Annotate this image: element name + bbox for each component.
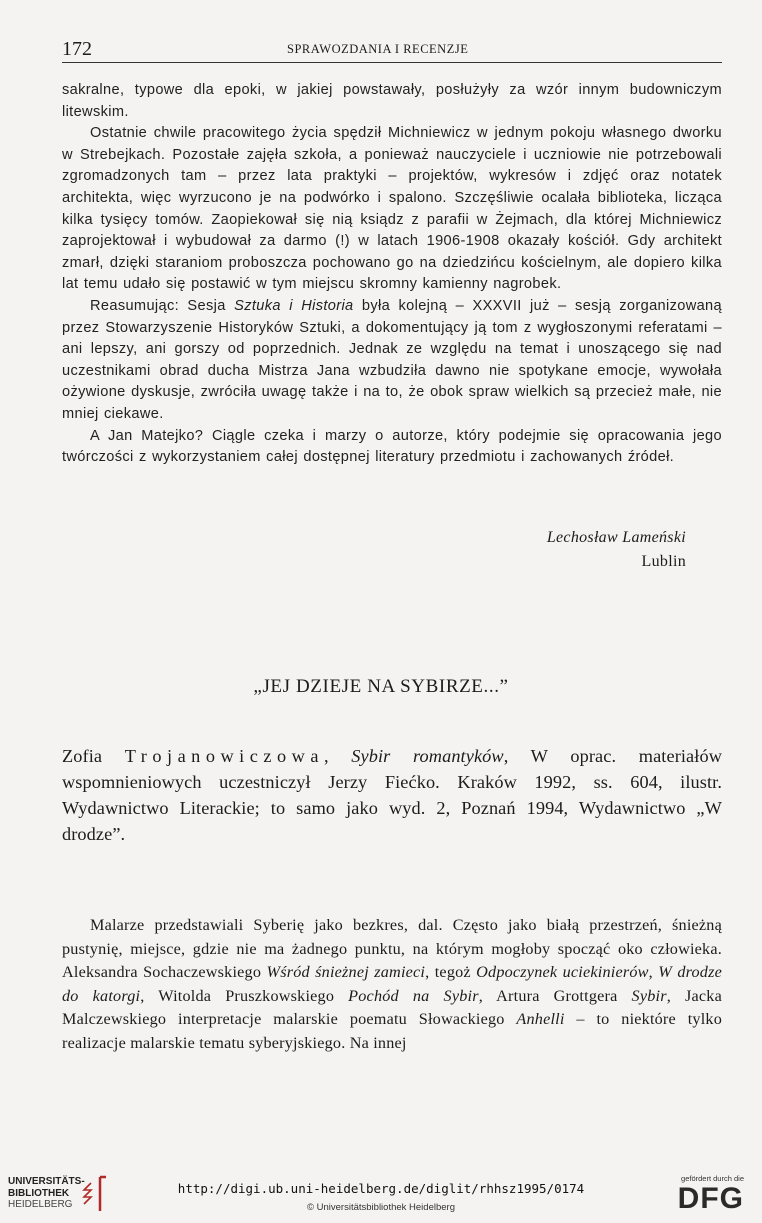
library-line: BIBLIOTHEK xyxy=(8,1187,70,1199)
paragraph xyxy=(62,296,722,426)
text-run: , Artura Grottgera xyxy=(478,986,632,1005)
dfg-logo: DFG xyxy=(677,1182,744,1215)
italic-title: Wśród śnieżnej zamieci xyxy=(266,963,426,981)
running-header xyxy=(62,36,722,63)
paragraph xyxy=(62,743,722,847)
text-run: , xyxy=(648,963,659,981)
copyright-notice: © Universitätsbibliothek Heidelberg xyxy=(307,1202,455,1213)
text-run: – to niektóre tylko realizacje malarskie tematu syberyjskiego. Na innej xyxy=(62,1010,722,1052)
author-place: Lublin xyxy=(641,553,686,570)
review-continuation xyxy=(62,80,722,469)
running-title: SPRAWOZDANIA I RECENZJE xyxy=(287,42,469,56)
italic-title: Pochód na Sybir xyxy=(348,986,479,1005)
paragraph: Ostatnie chwile pracowitego życia spędził Michniewicz w jednym pokoju własnego dworku w Strebejkach. Pozostałe zajęła szkoła, a ponieważ nauczyciele i uczniowie nie potrzebowali zgromadzonych tam – przez lata praktyki – projektów, wykresów i zdjęć oraz notatek architekta, więc wyrzucono je na podwórko i spalono. Szczęśliwie ocalała biblioteka, licząca kilka tysięcy tomów. Zaopiekował się nią ksiądz z parafii w Żejmach, dla której Michniewicz zaprojektował i wybudował za darmo (!) w latach 1906-1908 okazały kościół. Gdy architekt zmarł, dzięki staraniom proboszcza pochowano go na dziedzińcu kościelnym, ale dopiero kilka lat temu udało się postawić w tym miejscu skromny kamienny nagrobek. xyxy=(62,125,722,293)
text-run: Reasumując: Sesja xyxy=(90,297,235,314)
italic-title: Anhelli xyxy=(516,1010,565,1028)
paragraph xyxy=(62,914,722,1055)
text-run: była kolejną – XXXVII już – sesją zorganizowaną przez Stowarzyszenie Historyków Sztuki, a dokomentujący ją tom z wygłoszonymi referatami – ani lepszy, ani gorszy od poprzednich. Jednak ze względu na temat i unoszącego się nad uczestnikami obrad ducha Mistrza Jana wzbudziła dawno nie spotykane emocje, wywołała ożywione dyskusje, zwróciła uwagę także i na to, że obok spraw wielkich są przecież małe, nie mniej ciekawe. xyxy=(62,297,722,422)
text-run: , xyxy=(323,746,352,766)
book-title: Sybir romantyków xyxy=(351,746,504,766)
review-body xyxy=(62,914,722,1055)
author-name: Lechosław Lameński xyxy=(546,529,686,546)
library-line: UNIVERSITÄTS- xyxy=(8,1176,85,1187)
funder-label: gefördert durch die xyxy=(681,1174,744,1183)
bibliographic-entry xyxy=(62,743,722,847)
author-last-name: Trojanowiczowa xyxy=(124,746,324,766)
italic-title: W drodze do katorgi xyxy=(62,963,722,1005)
page-number: 172 xyxy=(62,38,92,60)
author-first-name: Zofia xyxy=(62,746,125,766)
library-line: HEIDELBERG xyxy=(8,1199,73,1210)
text-run: , Witolda Pruszkowskiego xyxy=(140,986,349,1005)
italic-title: Sztuka i Historia xyxy=(234,297,354,314)
text-run: , tegoż xyxy=(425,963,477,981)
section-title: „JEJ DZIEJE NA SYBIRZE...” xyxy=(253,676,509,697)
source-url[interactable]: http://digi.ub.uni-heidelberg.de/diglit/rhhsz1995/0174 xyxy=(177,1181,585,1196)
text-run: , W oprac. materiałów wspomnieniowych uczestniczył Jerzy Fiećko. Kraków 1992, ss. 604, ilustr. Wydawnictwo Literackie; to samo jako wyd. 2, Poznań 1994, Wydawnictwo „W drodze”. xyxy=(62,746,722,844)
review-signature xyxy=(500,526,686,574)
italic-title: Odpoczynek uciekinierów xyxy=(476,963,649,981)
paragraph: sakralne, typowe dla epoki, w jakiej powstawały, posłużyły za wzór innym budowniczym litewskim. xyxy=(62,82,722,120)
paragraph: A Jan Matejko? Ciągle czeka i marzy o autorze, który podejmie się opracowania jego twórczości z wykorzystaniem całej dostępnej literatury przedmiotu i zachowanych źródeł. xyxy=(62,427,722,466)
text-run: , Jacka Malczewskiego interpretacje malarskie poematu Słowackiego xyxy=(62,986,722,1028)
italic-title: Sybir xyxy=(631,986,667,1005)
text-run: Malarze przedstawiali Syberię jako bezkres, dal. Często jako białą przestrzeń, śnieżną pustynię, miejsce, gdzie nie ma żadnego punktu, na którym mogłoby spocząć oko człowieka. Aleksandra Sochaczewskiego xyxy=(62,916,722,981)
digitization-footer xyxy=(0,1166,762,1223)
